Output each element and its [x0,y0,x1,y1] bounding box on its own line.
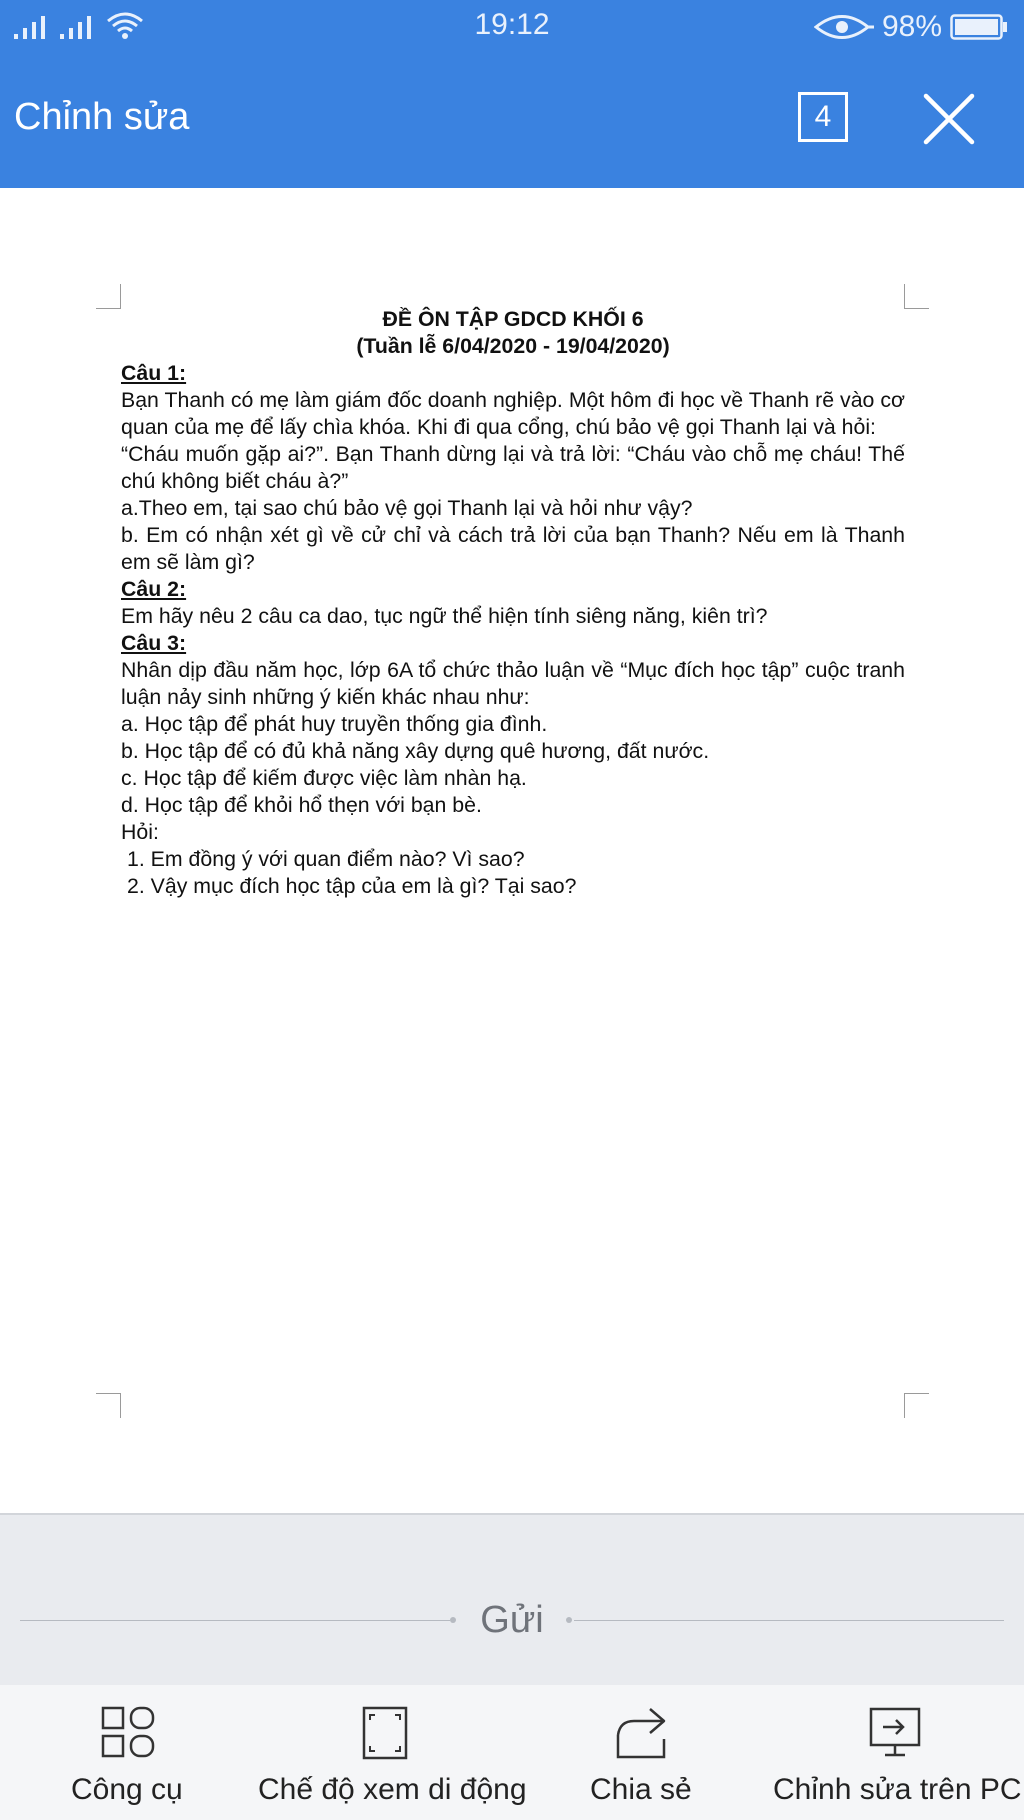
share-icon [610,1705,670,1761]
question-3-ask-2: 2. Vậy mục đích học tập của em là gì? Tại sao? [127,874,577,898]
margin-corner-bottom-right [904,1393,929,1418]
status-right [814,10,1008,44]
question-3-option-c: c. Học tập để kiếm được việc làm nhàn hạ. [121,766,527,790]
edit-on-pc-button[interactable] [770,1685,1024,1820]
margin-corner-top-right [904,284,929,309]
battery-percent: 98% [881,10,942,43]
document-title: ĐỀ ÔN TẬP GDCD KHỐI 6 [382,307,644,331]
question-3-heading: Câu 3: [121,631,187,655]
document-page[interactable] [0,188,1024,1513]
monitor-icon [865,1705,925,1761]
question-3-ask: Hỏi: [121,820,159,844]
question-1-body: Bạn Thanh có mẹ làm giám đốc doanh nghiệp. Một hôm đi học về Thanh rẽ vào cơ quan của mẹ để lấy chìa khóa. Khi đi qua cổng, chú bảo vệ gọi Thanh lại và hỏi: [121,388,905,439]
page-title: Chỉnh sửa [14,96,190,138]
question-2-heading: Câu 2: [121,577,187,601]
eye-comfort-icon [814,12,874,42]
app-bar [0,52,1024,188]
document-subtitle: (Tuần lễ 6/04/2020 - 19/04/2020) [356,334,670,358]
status-bar [0,0,1024,52]
tools-button[interactable] [60,1685,200,1820]
question-1-part-a: a.Theo em, tại sao chú bảo vệ gọi Thanh lại và hỏi như vậy? [121,496,693,520]
question-3-option-d: d. Học tập để khỏi hổ thẹn với bạn bè. [121,793,482,817]
mobile-view-label: Chế độ xem di động [258,1773,527,1806]
mobile-view-button[interactable] [250,1685,527,1820]
margin-corner-bottom-left [96,1393,121,1418]
question-1-quote: “Cháu muốn gặp ai?”. Bạn Thanh dừng lại và trả lời: “Cháu vào chỗ mẹ cháu! Thế chú không biết cháu à?” [121,442,905,493]
close-icon[interactable] [920,90,978,148]
send-divider-right [574,1620,1004,1621]
bottom-toolbar [0,1685,1024,1820]
clock: 19:12 [474,8,550,41]
question-3-ask-1: 1. Em đồng ý với quan điểm nào? Vì sao? [127,847,525,871]
tools-label: Công cụ [71,1773,183,1806]
question-3-option-a: a. Học tập để phát huy truyền thống gia đình. [121,712,548,736]
tools-icon [100,1705,156,1761]
send-panel [0,1513,1024,1687]
question-1-part-b: b. Em có nhận xét gì về cử chỉ và cách trả lời của bạn Thanh? Nếu em là Thanh em sẽ làm gì? [121,523,905,574]
margin-corner-top-left [96,284,121,309]
send-button[interactable]: Gửi [480,1599,544,1641]
question-3-option-b: b. Học tập để có đủ khả năng xây dựng quê hương, đất nước. [121,739,710,763]
send-divider-dot-right [566,1617,572,1623]
question-1-heading: Câu 1: [121,361,187,385]
battery-icon [950,13,1008,41]
page-count-button[interactable]: 4 [798,92,848,142]
edit-on-pc-label: Chỉnh sửa trên PC [773,1773,1022,1806]
question-3-body: Nhân dịp đầu năm học, lớp 6A tổ chức thảo luận về “Mục đích học tập” cuộc tranh luận nảy sinh những ý kiến khác nhau như: [121,658,905,709]
share-label: Chia sẻ [590,1773,692,1806]
document-body [121,306,905,900]
mobile-view-icon [360,1705,410,1761]
question-2-body: Em hãy nêu 2 câu ca dao, tục ngữ thể hiện tính siêng năng, kiên trì? [121,604,768,628]
share-button[interactable] [580,1685,700,1820]
